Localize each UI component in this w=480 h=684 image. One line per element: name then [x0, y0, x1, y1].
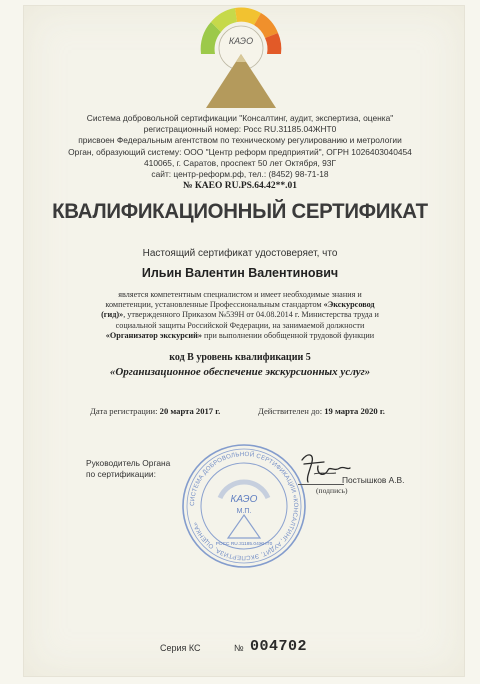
- serial-number: 004702: [250, 638, 308, 655]
- certificate-number: № КАЕО RU.PS.64.42**.01: [182, 181, 298, 192]
- number-sign: №: [234, 643, 244, 653]
- signature-line: [298, 484, 344, 485]
- stamp-ring-text: СИСТЕМА ДОБРОВОЛЬНОЙ СЕРТИФИКАЦИИ «КОНСАЛТИНГ, АУДИТ, ЭКСПЕРТИЗА, ОЦЕНКА»: [188, 450, 300, 562]
- body-line: [70, 331, 410, 341]
- holder-name: Ильин Валентин Валентинович: [141, 266, 339, 280]
- header-line: присвоен Федеральным агентством по техническому регулированию и метрологии: [78, 135, 402, 146]
- head-of-body-label: [86, 458, 170, 480]
- logo-text: КАЭО: [228, 36, 254, 46]
- body-text: компетенции, установленные Профессиональным стандартом: [105, 300, 324, 310]
- official-stamp: [180, 442, 308, 570]
- stamp-bottom-text: РОСС RU.31185.04ЖНТ0: [215, 542, 273, 547]
- signer-name: Постышков А.В.: [342, 475, 405, 485]
- body-line: [70, 300, 410, 310]
- body-text: , утвержденного Приказом №539Н от 04.08.2014 г. Министерства труда и: [123, 310, 379, 320]
- certification-system-header: [40, 113, 440, 192]
- valid-until-date: [258, 406, 385, 416]
- valid-until-label: Действителен до:: [258, 406, 325, 416]
- header-line: Орган, образующий систему: ООО "Центр реформ предприятий", ОГРН 1026403040454: [68, 146, 412, 157]
- header-line: 410065, г. Саратов, проспект 50 лет Октября, 93Г: [144, 157, 336, 168]
- header-line: Система добровольной сертификации "Консалтинг, аудит, экспертиза, оценка": [86, 113, 394, 123]
- labor-function-name: «Организационное обеспечение экскурсионных услуг»: [109, 366, 371, 378]
- certificate-title: КВАЛИФИКАЦИОННЫЙ СЕРТИФИКАТ: [52, 200, 428, 223]
- body-line: является компетентным специалистом и имеет необходимые знания и: [118, 290, 362, 299]
- registration-date: [90, 406, 220, 416]
- stamp-mp: М.П.: [236, 508, 252, 515]
- signature-caption: (подпись): [316, 486, 348, 495]
- standard-name: «Экскурсовод: [323, 300, 375, 310]
- body-line: [70, 310, 410, 320]
- stamp-center-text: КАЭО: [230, 494, 258, 505]
- registration-date-label: Дата регистрации:: [90, 406, 160, 416]
- position-name: «Организатор экскурсий»: [105, 330, 202, 340]
- head-label-line: по сертификации:: [86, 469, 156, 479]
- header-line: регистрационный номер: Росс RU.31185.04ЖНТ0: [143, 124, 337, 135]
- header-line: сайт: центр-реформ.рф, тел.: (8452) 98-71-18: [151, 169, 329, 180]
- body-text: при выполнении обобщенной трудовой функции: [201, 330, 375, 340]
- certificate-subtitle: Настоящий сертификат удостоверяет, что: [142, 248, 338, 259]
- kaeo-logo-icon: [188, 0, 294, 112]
- valid-until-value: 19 марта 2020 г.: [324, 406, 385, 416]
- head-label-line: Руководитель Органа: [86, 458, 171, 468]
- qualification-level: код В уровень квалификации 5: [169, 352, 311, 363]
- standard-name-cont: (гид)»: [101, 310, 124, 320]
- registration-date-value: 20 марта 2017 г.: [159, 406, 221, 416]
- body-line: социальной защиты Российской Федерации, на занимаемой должности: [115, 320, 365, 330]
- certificate-body: [70, 290, 410, 341]
- series-label: Серия КС: [160, 643, 201, 653]
